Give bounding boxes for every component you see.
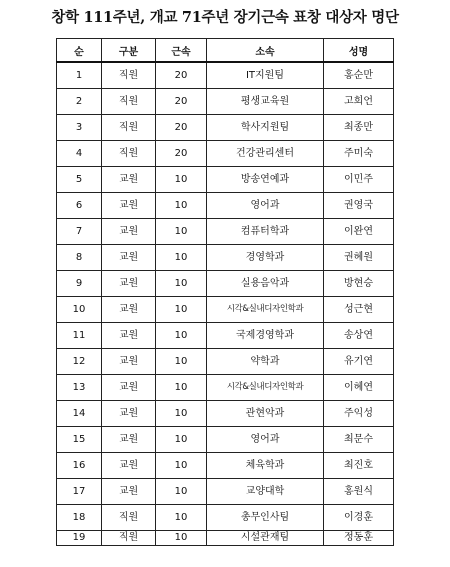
header-dept: 소속 xyxy=(207,39,324,63)
header-type: 구분 xyxy=(102,39,156,63)
cell-years: 10 xyxy=(156,349,207,375)
cell-name: 고희언 xyxy=(324,89,394,115)
cell-no: 13 xyxy=(57,375,102,401)
cell-dept: 영어과 xyxy=(207,427,324,453)
header-name: 성명 xyxy=(324,39,394,63)
cell-type: 직원 xyxy=(102,141,156,167)
award-recipients-table xyxy=(56,38,394,546)
cell-name: 권영국 xyxy=(324,193,394,219)
table-row xyxy=(57,167,394,193)
cell-type: 교원 xyxy=(102,453,156,479)
table-row xyxy=(57,62,394,89)
cell-dept: 컴퓨터학과 xyxy=(207,219,324,245)
cell-years: 10 xyxy=(156,323,207,349)
table-row xyxy=(57,141,394,167)
cell-dept: 교양대학 xyxy=(207,479,324,505)
table-row xyxy=(57,505,394,531)
table-row xyxy=(57,479,394,505)
document-title: 창학 111주년, 개교 71주년 장기근속 표창 대상자 명단 xyxy=(51,9,399,26)
cell-years: 10 xyxy=(156,401,207,427)
cell-type: 교원 xyxy=(102,219,156,245)
cell-type: 교원 xyxy=(102,349,156,375)
cell-no: 8 xyxy=(57,245,102,271)
cell-type: 교원 xyxy=(102,245,156,271)
cell-type: 교원 xyxy=(102,297,156,323)
cell-years: 10 xyxy=(156,479,207,505)
cell-dept: IT지원팀 xyxy=(207,62,324,89)
table-row xyxy=(57,219,394,245)
cell-dept: 방송연예과 xyxy=(207,167,324,193)
cell-name: 주익성 xyxy=(324,401,394,427)
table-row xyxy=(57,349,394,375)
cell-type: 직원 xyxy=(102,531,156,546)
cell-type: 직원 xyxy=(102,89,156,115)
cell-dept: 시설관재팀 xyxy=(207,531,324,546)
table-row xyxy=(57,427,394,453)
cell-type: 교원 xyxy=(102,479,156,505)
cell-no: 19 xyxy=(57,531,102,546)
cell-no: 5 xyxy=(57,167,102,193)
cell-type: 교원 xyxy=(102,401,156,427)
cell-no: 18 xyxy=(57,505,102,531)
cell-name: 최문수 xyxy=(324,427,394,453)
cell-no: 16 xyxy=(57,453,102,479)
header-no: 순 xyxy=(57,39,102,63)
cell-type: 교원 xyxy=(102,323,156,349)
cell-dept: 시각&실내디자인학과 xyxy=(207,297,324,323)
cell-dept: 건강관리센터 xyxy=(207,141,324,167)
cell-no: 14 xyxy=(57,401,102,427)
cell-years: 10 xyxy=(156,375,207,401)
table-row xyxy=(57,531,394,546)
cell-dept: 경영학과 xyxy=(207,245,324,271)
cell-type: 교원 xyxy=(102,193,156,219)
cell-type: 교원 xyxy=(102,271,156,297)
cell-name: 송상연 xyxy=(324,323,394,349)
cell-name: 정동훈 xyxy=(324,531,394,546)
cell-no: 10 xyxy=(57,297,102,323)
cell-name: 최진호 xyxy=(324,453,394,479)
cell-no: 12 xyxy=(57,349,102,375)
table-header-row xyxy=(57,39,394,63)
cell-years: 10 xyxy=(156,245,207,271)
table-row xyxy=(57,453,394,479)
cell-type: 교원 xyxy=(102,427,156,453)
cell-dept: 총무인사팀 xyxy=(207,505,324,531)
table-row xyxy=(57,245,394,271)
cell-no: 1 xyxy=(57,62,102,89)
cell-name: 방현승 xyxy=(324,271,394,297)
table-row xyxy=(57,375,394,401)
cell-years: 10 xyxy=(156,453,207,479)
cell-name: 유기연 xyxy=(324,349,394,375)
cell-years: 20 xyxy=(156,89,207,115)
cell-name: 최종만 xyxy=(324,115,394,141)
cell-dept: 학사지원팀 xyxy=(207,115,324,141)
cell-years: 10 xyxy=(156,271,207,297)
cell-dept: 약학과 xyxy=(207,349,324,375)
cell-type: 직원 xyxy=(102,115,156,141)
cell-name: 이경훈 xyxy=(324,505,394,531)
cell-years: 10 xyxy=(156,531,207,546)
cell-name: 권혜원 xyxy=(324,245,394,271)
cell-type: 교원 xyxy=(102,167,156,193)
cell-years: 10 xyxy=(156,505,207,531)
cell-years: 10 xyxy=(156,167,207,193)
cell-dept: 실용음악과 xyxy=(207,271,324,297)
cell-no: 11 xyxy=(57,323,102,349)
cell-dept: 시각&실내디자인학과 xyxy=(207,375,324,401)
cell-dept: 국제경영학과 xyxy=(207,323,324,349)
table-row xyxy=(57,115,394,141)
cell-no: 4 xyxy=(57,141,102,167)
table-body xyxy=(57,62,394,546)
cell-no: 17 xyxy=(57,479,102,505)
cell-years: 10 xyxy=(156,219,207,245)
cell-dept: 평생교육원 xyxy=(207,89,324,115)
cell-no: 3 xyxy=(57,115,102,141)
cell-no: 9 xyxy=(57,271,102,297)
table-row xyxy=(57,401,394,427)
cell-name: 주미숙 xyxy=(324,141,394,167)
cell-years: 20 xyxy=(156,115,207,141)
cell-name: 이완연 xyxy=(324,219,394,245)
cell-no: 7 xyxy=(57,219,102,245)
cell-dept: 영어과 xyxy=(207,193,324,219)
table-row xyxy=(57,297,394,323)
cell-years: 20 xyxy=(156,141,207,167)
cell-type: 직원 xyxy=(102,505,156,531)
cell-name: 성근현 xyxy=(324,297,394,323)
cell-dept: 체육학과 xyxy=(207,453,324,479)
cell-years: 10 xyxy=(156,427,207,453)
cell-type: 직원 xyxy=(102,62,156,89)
table-row xyxy=(57,89,394,115)
table-row xyxy=(57,323,394,349)
cell-name: 이민주 xyxy=(324,167,394,193)
cell-name: 홍순만 xyxy=(324,62,394,89)
cell-type: 교원 xyxy=(102,375,156,401)
cell-dept: 관현악과 xyxy=(207,401,324,427)
cell-no: 2 xyxy=(57,89,102,115)
table-row xyxy=(57,271,394,297)
cell-no: 6 xyxy=(57,193,102,219)
cell-years: 10 xyxy=(156,297,207,323)
header-years: 근속 xyxy=(156,39,207,63)
table-row xyxy=(57,193,394,219)
cell-years: 10 xyxy=(156,193,207,219)
cell-no: 15 xyxy=(57,427,102,453)
cell-name: 홍원식 xyxy=(324,479,394,505)
cell-years: 20 xyxy=(156,62,207,89)
cell-name: 이혜연 xyxy=(324,375,394,401)
